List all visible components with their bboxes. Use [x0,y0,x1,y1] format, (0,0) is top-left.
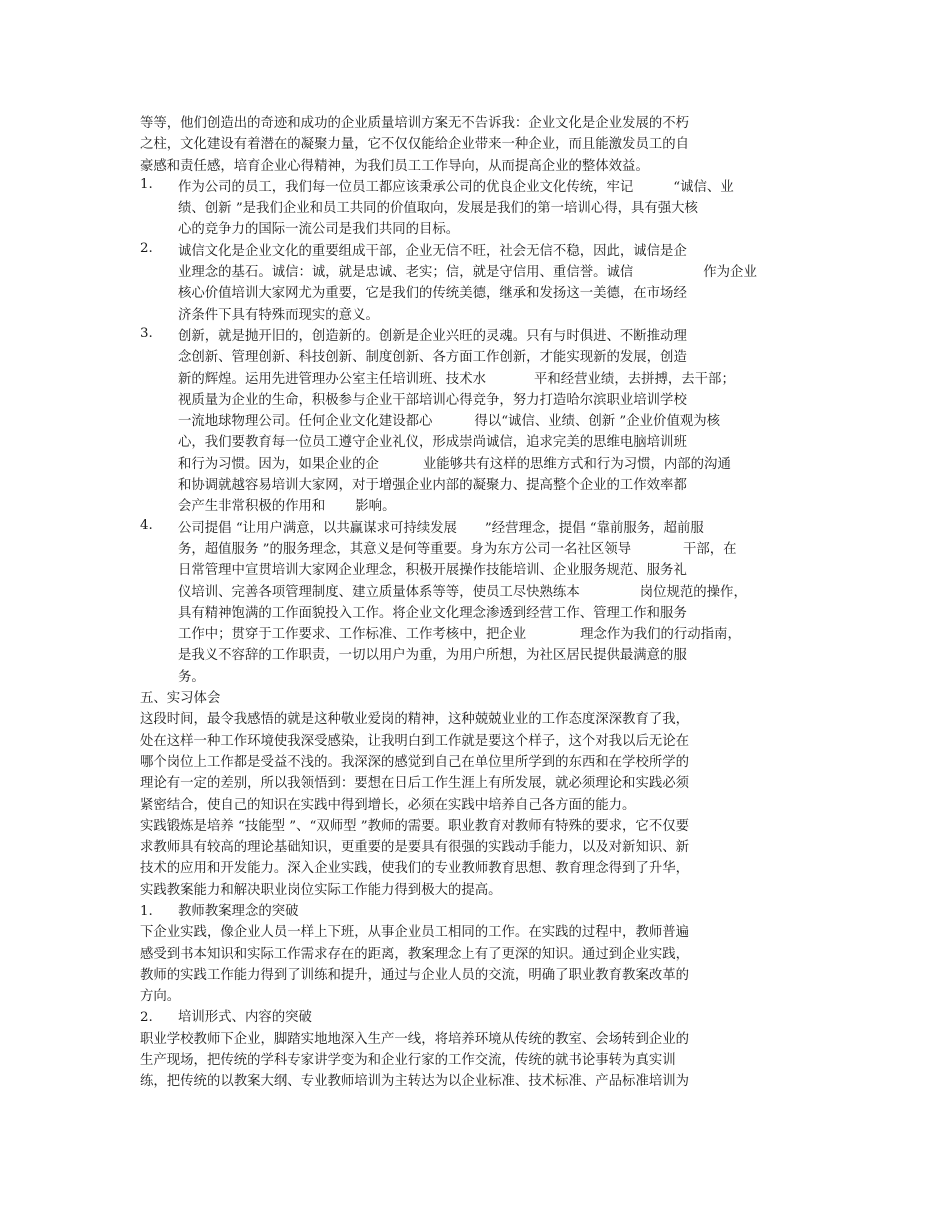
intro-paragraph [140,113,820,177]
subsection-heading [140,901,820,922]
list-item [140,177,820,241]
text-segment: 作为公司的员工，我们每一位员工都应该秉承公司的优良企业文化传统，牢记 [178,179,634,195]
subsection-title: 教师教案理念的突破 [178,903,299,919]
text-line: 这段时间，最令我感悟的就是这种敬业爱岗的精神，这种兢兢业业的工作态度深深教育了我， [140,712,690,728]
text-segment: 核心价值培训大家网尤为重要，它是我们的传统美德，继承和发扬这一美德，在市场经 [178,286,687,302]
text-line: 职业学校教师下企业，脚踏实地地深入生产一线，将培养环境从传统的教室、会场转到企业的 [140,1031,690,1047]
document-content [140,113,820,1093]
text-line [178,347,820,368]
text-segment: 业能够共有这样的思维方式和行为习惯，内部的沟通 [422,456,731,472]
list-item [140,241,820,326]
text-line: 感受到书本知识和实际工作需求存在的距离，教案理念上有了更深的知识。通过到企业实践， [140,946,690,962]
text-line: 技术的应用和开发能力。深入企业实践，使我们的专业教师教育思想、教育理念得到了升华， [140,861,690,877]
text-line [178,624,820,645]
text-line: 处在这样一种工作环境使我深受感染，让我明白到工作就是要这个样子，这个对我以后无论在 [140,733,690,749]
text-line: 求教师具有较高的理论基础知识，更重要的是要具有很强的实践动手能力，以及对新知识、新 [140,840,690,856]
text-line: 教师的实践工作能力得到了训练和提升，通过与企业人员的交流，明确了职业教育教案改革的 [140,967,690,983]
text-segment: 心的竞争力的国际一流公司是我们共同的目标。 [178,222,460,238]
text-segment: 心，我们要教育每一位员工遵守企业礼仪，形成崇尚诚信，追求完美的思维电脑培训班 [178,435,687,451]
text-line [140,1007,820,1028]
text-segment: 影响。 [355,499,396,515]
text-segment: 一流地球物理公司。任何企业文化建设都心 [178,414,433,430]
list-number: 2. [140,1010,153,1026]
text-segment: 仪培训、完善各项管理制度、建立质量体系等等，使员工尽快熟练本 [178,584,580,600]
text-segment: 岗位规范的操作， [639,584,747,600]
text-segment: 和行为习惯。因为，如果企业的企 [178,456,379,472]
list-item-body [178,326,820,518]
text-segment: 新的辉煌。运用先进管理办公室主任培训班、技术水 [178,371,486,387]
text-segment: 诚信文化是企业文化的重要组成干部，企业无信不旺，社会无信不稳，因此，诚信是企 [178,243,687,259]
subsection-title: 培训形式、内容的突破 [178,1010,312,1026]
paragraph [140,1029,820,1093]
text-segment: 作为企业 [703,265,757,281]
text-segment: 公司提倡 “让用户满意，以共赢谋求可持续发展 [178,520,457,536]
text-segment: 济条件下具有特殊而现实的意义。 [178,307,379,323]
text-line [178,645,820,666]
text-line [178,411,820,432]
paragraph [140,922,820,1007]
text-line [178,518,820,539]
text-line [178,241,820,262]
text-line [178,369,820,390]
text-line [178,475,820,496]
paragraph [140,816,820,901]
text-segment: “诚信、业 [673,179,734,195]
text-segment: 和协调就越容易培训大家网，对于增强企业内部的凝聚力、提高整个企业的工作效率都 [178,478,687,494]
list-item-body [178,177,820,241]
text-line [178,454,820,475]
paragraph [140,709,820,815]
text-line [178,603,820,624]
text-line [178,432,820,453]
text-line [178,283,820,304]
text-line [178,305,820,326]
text-line: 实践教案能力和解决职业岗位实际工作能力得到极大的提高。 [140,882,502,898]
list-item [140,326,820,518]
text-segment: 平和经营业绩，去拼搏，去干部； [533,371,735,387]
text-segment: 日常管理中宣贯培训大家网企业理念，积极开展操作技能培训、企业服务规范、服务礼 [178,563,687,579]
text-segment: 务，超值服务 ”的服务理念，其意义是何等重要。身为东方公司一名社区领导 [178,541,631,557]
text-line: 实践锻炼是培养 “技能型 ”、“双师型 ”教师的需要。职业教育对教师有特殊的要求，它不仅要 [140,818,689,834]
text-line [178,262,820,283]
text-line: 等等，他们创造出的奇迹和成功的企业质量培训方案无不告诉我：企业文化是企业发展的不朽 [140,116,690,131]
text-segment: 得以“诚信、业绩、创新 ”企业价值观为核 [474,414,721,430]
list-number: 1. [140,176,153,192]
list-number: 2. [140,240,153,256]
text-line: 生产现场，把传统的学科专家讲学变为和企业行家的工作交流，传统的就书论事转为真实训 [140,1053,676,1069]
text-segment: 理念作为我们的行动指南， [580,627,741,643]
text-segment: 绩、创新 ”是我们企业和员工共同的价值取向，发展是我们的第一培训心得，具有强大核 [178,201,698,217]
text-line: 豪感和责任感，培育企业心得精神，为我们员工工作导向，从而提高企业的整体效益。 [140,158,649,174]
subsection-heading [140,1007,820,1028]
text-line: 之柱，文化建设有着潜在的凝聚力量，它不仅仅能给企业带来一种企业，而且能激发员工的自 [140,137,690,153]
text-segment: 创新，就是抛开旧的，创造新的。创新是企业兴旺的灵魂。只有与时俱进、不断推动理 [178,328,687,344]
list-number: 3. [140,325,153,341]
text-segment: 干部，在 [683,541,737,557]
text-segment: 业理念的基石。诚信：诚，就是忠诚、老实；信，就是守信用、重信誉。诚信 [178,265,634,281]
section-heading: 五、实习体会 [140,691,221,707]
list-item-body [178,241,820,326]
text-line: 紧密结合，使自己的知识在实践中得到增长，必须在实践中培养自己各方面的能力。 [140,797,636,813]
text-line: 下企业实践，像企业人员一样上下班，从事企业员工相同的工作。在实践的过程中，教师普遍 [140,925,690,941]
text-line [178,219,820,240]
list-item [140,518,820,688]
text-line [178,667,820,688]
text-line: 理论有一定的差别，所以我领悟到：要想在日后工作生涯上有所发展，就必须理论和实践必须 [140,776,690,792]
text-line [178,198,820,219]
text-segment: 视质量为企业的生命，积极参与企业干部培训心得竞争，努力打造哈尔滨职业培训学校 [178,392,687,408]
list-item-body [178,518,820,688]
text-segment: 务。 [178,669,205,685]
text-line: 哪个岗位上工作都是受益不浅的。我深深的感觉到自己在单位里所学到的东西和在学校所学的 [140,754,690,770]
text-line [178,390,820,411]
list-number: 1. [140,903,153,919]
text-segment: 工作中；贯穿于工作要求、工作标准、工作考核中，把企业 [178,627,527,643]
text-segment: ”经营理念，提倡 “靠前服务，超前服 [484,520,704,536]
text-line [178,560,820,581]
text-line [178,539,820,560]
text-line [178,496,820,517]
text-segment: 是我义不容辞的工作职责，一切以用户为重，为用户所想，为社区居民提供最满意的服 [178,648,687,664]
text-segment: 念创新、管理创新、科技创新、制度创新、各方面工作创新，才能实现新的发展，创造 [178,350,687,366]
text-segment: 具有精神饱满的工作面貌投入工作。将企业文化理念渗透到经营工作、管理工作和服务 [178,605,687,621]
text-segment: 会产生非常积极的作用和 [178,499,326,515]
text-line: 练，把传统的以教案大纲、专业教师培训为主转达为以企业标准、技术标准、产品标准培训为 [140,1074,690,1090]
text-line [140,901,820,922]
text-line [178,582,820,603]
text-line [178,326,820,347]
text-line: 方向。 [140,989,181,1005]
list-number: 4. [140,517,153,533]
text-line [178,177,820,198]
